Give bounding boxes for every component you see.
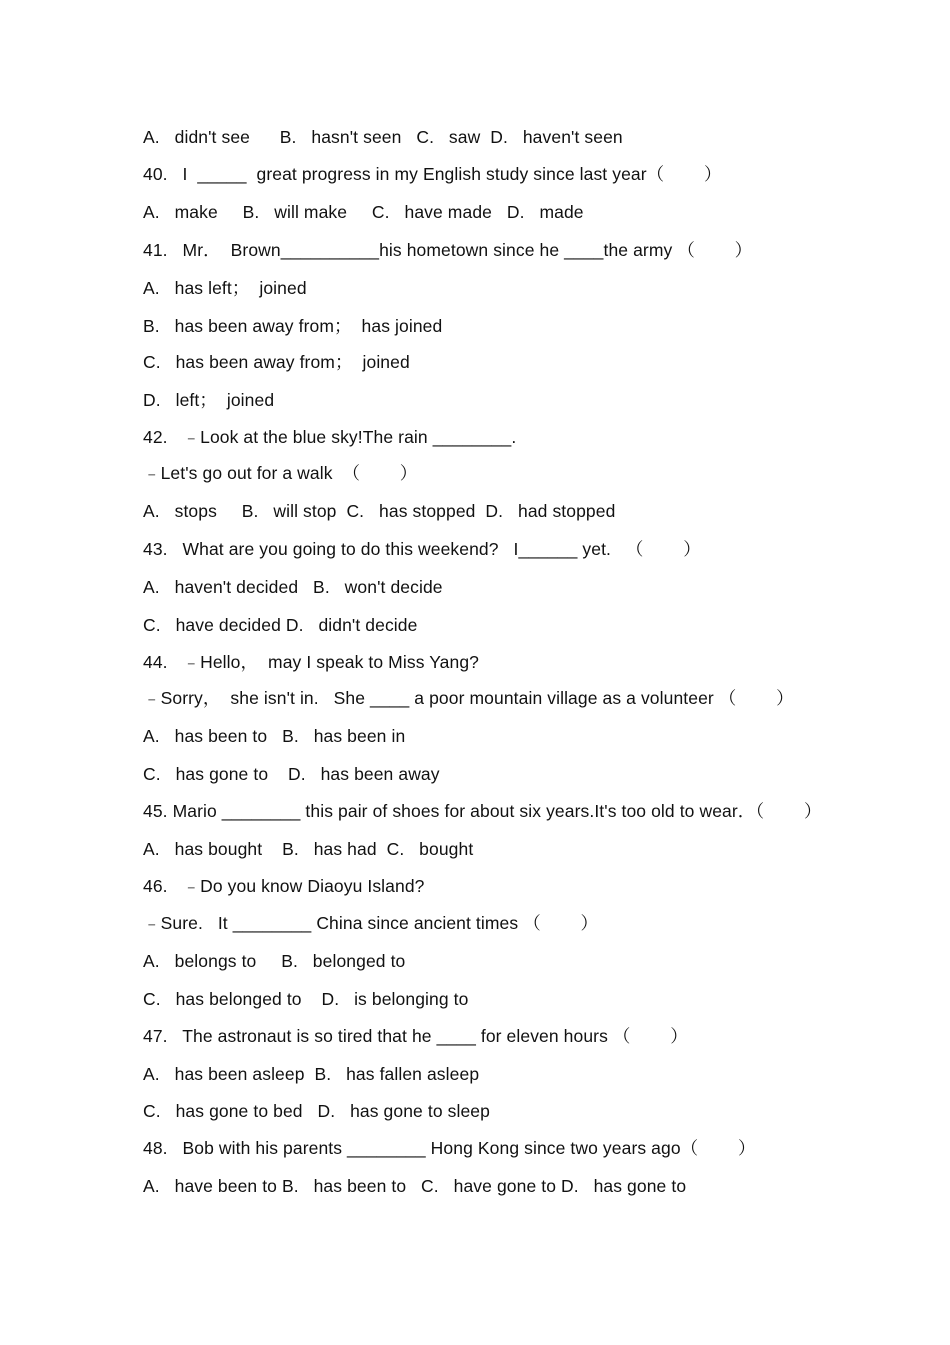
question-44-reply: ﹣Sorry， she isn't in. She ____ a poor mountain village as a volunteer （ ） [143, 688, 794, 708]
answer-options-43-ab: A. haven't decided B. won't decide [143, 577, 443, 597]
answer-options-45: A. has bought B. has had C. bought [143, 839, 474, 859]
answer-options-39: A. didn't see B. hasn't seen C. saw D. haven't seen [143, 127, 623, 147]
answer-options-46-cd: C. has belonged to D. is belonging to [143, 989, 469, 1009]
answer-options-48: A. have been to B. has been to C. have gone to D. has gone to [143, 1176, 687, 1196]
answer-option-41d: D. left； joined [143, 390, 275, 410]
question-44: 44. ﹣Hello， may I speak to Miss Yang? [143, 652, 479, 672]
answer-options-42: A. stops B. will stop C. has stopped D. had stopped [143, 501, 616, 521]
question-40: 40. I _____ great progress in my English study since last year（ ） [143, 164, 722, 184]
question-41: 41. Mr． Brown__________his hometown since he ____the army （ ） [143, 240, 753, 260]
question-43: 43. What are you going to do this weekend? I______ yet. （ ） [143, 539, 701, 559]
question-45: 45. Mario ________ this pair of shoes for about six years.It's too old to wear．（ ） [143, 801, 822, 821]
question-48: 48. Bob with his parents ________ Hong Kong since two years ago（ ） [143, 1138, 756, 1158]
answer-option-41b: B. has been away from； has joined [143, 316, 443, 336]
answer-options-44-ab: A. has been to B. has been in [143, 726, 406, 746]
question-42-reply: ﹣Let's go out for a walk （ ） [143, 463, 418, 483]
answer-options-47-ab: A. has been asleep B. has fallen asleep [143, 1064, 480, 1084]
answer-option-41c: C. has been away from； joined [143, 352, 410, 372]
answer-options-46-ab: A. belongs to B. belonged to [143, 951, 406, 971]
answer-options-40: A. make B. will make C. have made D. made [143, 202, 584, 222]
answer-options-43-cd: C. have decided D. didn't decide [143, 615, 418, 635]
answer-option-41a: A. has left； joined [143, 278, 307, 298]
question-47: 47. The astronaut is so tired that he ____ for eleven hours （ ） [143, 1026, 688, 1046]
question-46: 46. ﹣Do you know Diaoyu Island? [143, 876, 425, 896]
answer-options-44-cd: C. has gone to D. has been away [143, 764, 440, 784]
answer-options-47-cd: C. has gone to bed D. has gone to sleep [143, 1101, 490, 1121]
question-46-reply: ﹣Sure. It ________ China since ancient times （ ） [143, 913, 599, 933]
question-42: 42. ﹣Look at the blue sky!The rain ________. [143, 427, 517, 447]
